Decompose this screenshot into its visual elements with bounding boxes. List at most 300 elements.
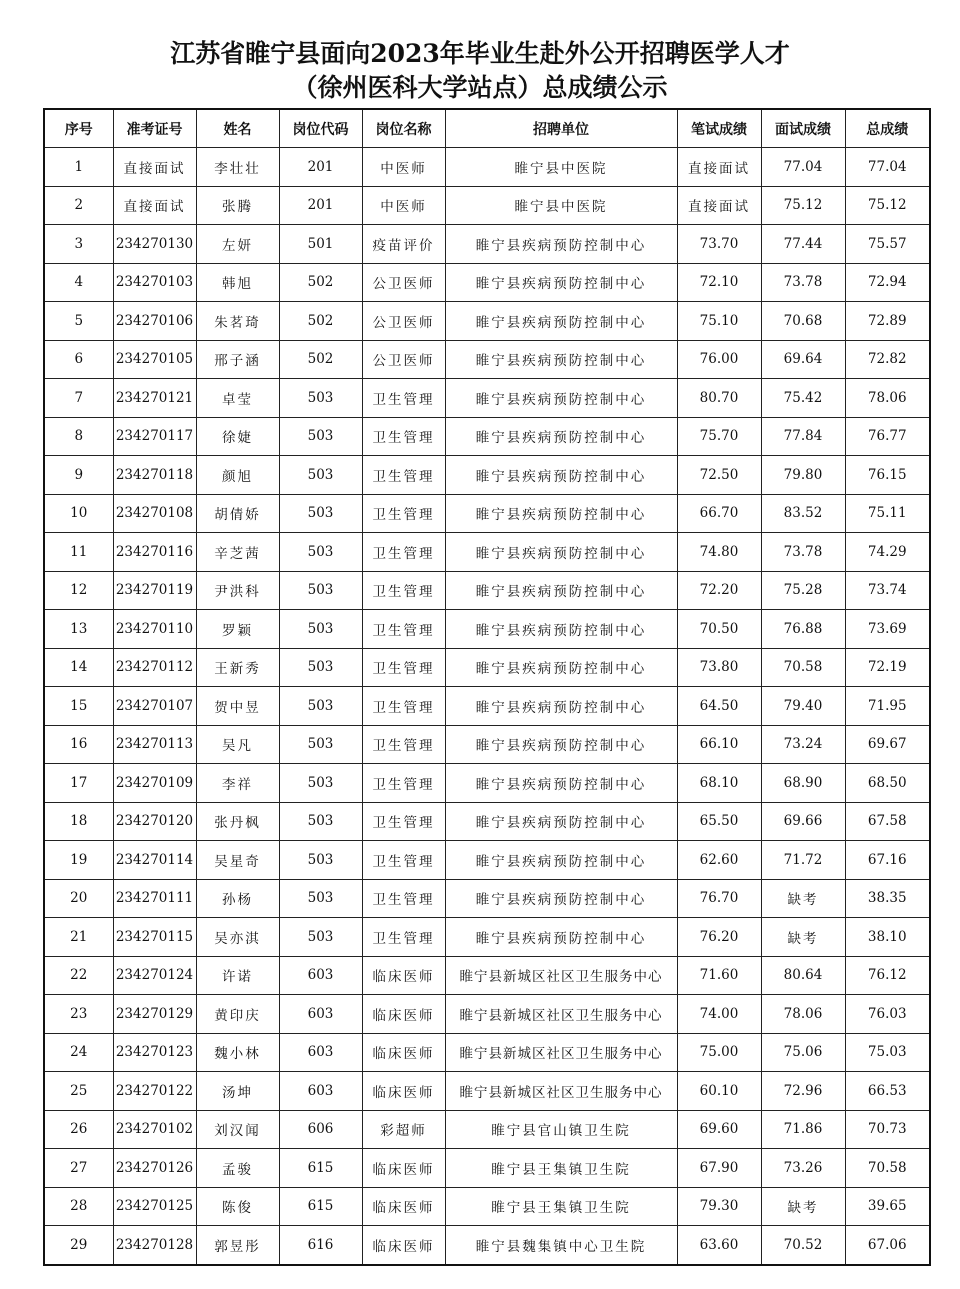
cell-post-code: 503 — [279, 533, 362, 572]
cell-unit: 睢宁县官山镇卫生院 — [445, 1110, 677, 1149]
cell-post-name: 临床医师 — [362, 1187, 445, 1226]
cell-seq: 24 — [44, 1033, 113, 1072]
cell-total-score: 67.16 — [845, 841, 930, 880]
cell-total-score: 75.57 — [845, 225, 930, 264]
table-row — [44, 1226, 930, 1265]
cell-written-score: 69.60 — [677, 1110, 761, 1149]
cell-seq: 16 — [44, 725, 113, 764]
table-row — [44, 533, 930, 572]
cell-unit: 睢宁县疾病预防控制中心 — [445, 417, 677, 456]
cell-exam-id: 234270120 — [113, 802, 196, 841]
cell-post-name: 卫生管理 — [362, 802, 445, 841]
cell-unit: 睢宁县新城区社区卫生服务中心 — [445, 956, 677, 995]
table-row — [44, 841, 930, 880]
cell-post-code: 503 — [279, 841, 362, 880]
cell-written-score: 直接面试 — [677, 148, 761, 187]
cell-total-score: 75.03 — [845, 1033, 930, 1072]
cell-exam-id: 234270111 — [113, 879, 196, 918]
cell-interview-score: 70.58 — [761, 648, 845, 687]
cell-written-score: 74.80 — [677, 533, 761, 572]
table-row — [44, 995, 930, 1034]
page-title: 江苏省睢宁县面向2023年毕业生赴外公开招聘医学人才 — [170, 39, 790, 68]
cell-name: 孟骏 — [196, 1149, 279, 1188]
cell-name: 张腾 — [196, 186, 279, 225]
cell-total-score: 70.73 — [845, 1110, 930, 1149]
cell-interview-score: 77.04 — [761, 148, 845, 187]
cell-name: 许诺 — [196, 956, 279, 995]
cell-name: 左妍 — [196, 225, 279, 264]
cell-post-name: 公卫医师 — [362, 302, 445, 341]
table-header-row — [44, 109, 930, 148]
cell-unit: 睢宁县疾病预防控制中心 — [445, 648, 677, 687]
cell-post-name: 中医师 — [362, 148, 445, 187]
cell-post-name: 公卫医师 — [362, 340, 445, 379]
cell-interview-score: 75.12 — [761, 186, 845, 225]
page-subtitle: （徐州医科大学站点）总成绩公示 — [292, 73, 668, 102]
cell-exam-id: 234270116 — [113, 533, 196, 572]
cell-total-score: 72.89 — [845, 302, 930, 341]
cell-total-score: 76.15 — [845, 456, 930, 495]
cell-post-name: 卫生管理 — [362, 648, 445, 687]
cell-interview-score: 73.78 — [761, 263, 845, 302]
cell-exam-id: 234270103 — [113, 263, 196, 302]
cell-interview-score: 69.64 — [761, 340, 845, 379]
cell-name: 罗颖 — [196, 610, 279, 649]
cell-unit: 睢宁县疾病预防控制中心 — [445, 263, 677, 302]
cell-exam-id: 234270107 — [113, 687, 196, 726]
cell-total-score: 68.50 — [845, 764, 930, 803]
cell-unit: 睢宁县王集镇卫生院 — [445, 1187, 677, 1226]
cell-name: 尹洪科 — [196, 571, 279, 610]
cell-unit: 睢宁县疾病预防控制中心 — [445, 764, 677, 803]
cell-written-score: 65.50 — [677, 802, 761, 841]
cell-exam-id: 234270114 — [113, 841, 196, 880]
cell-total-score: 77.04 — [845, 148, 930, 187]
header-seq: 序号 — [44, 109, 113, 148]
cell-exam-id: 234270123 — [113, 1033, 196, 1072]
cell-exam-id: 234270129 — [113, 995, 196, 1034]
cell-exam-id: 234270108 — [113, 494, 196, 533]
cell-seq: 27 — [44, 1149, 113, 1188]
table-row — [44, 571, 930, 610]
cell-unit: 睢宁县疾病预防控制中心 — [445, 533, 677, 572]
cell-exam-id: 234270130 — [113, 225, 196, 264]
cell-post-name: 卫生管理 — [362, 918, 445, 957]
cell-post-code: 503 — [279, 571, 362, 610]
cell-unit: 睢宁县疾病预防控制中心 — [445, 918, 677, 957]
cell-exam-id: 234270128 — [113, 1226, 196, 1265]
cell-interview-score: 缺考 — [761, 918, 845, 957]
cell-exam-id: 234270109 — [113, 764, 196, 803]
cell-post-name: 疫苗评价 — [362, 225, 445, 264]
cell-post-code: 201 — [279, 186, 362, 225]
cell-name: 吴凡 — [196, 725, 279, 764]
cell-name: 颜旭 — [196, 456, 279, 495]
cell-post-name: 卫生管理 — [362, 533, 445, 572]
cell-written-score: 68.10 — [677, 764, 761, 803]
cell-seq: 29 — [44, 1226, 113, 1265]
cell-interview-score: 75.42 — [761, 379, 845, 418]
cell-total-score: 69.67 — [845, 725, 930, 764]
header-post-code: 岗位代码 — [279, 109, 362, 148]
cell-written-score: 75.10 — [677, 302, 761, 341]
cell-written-score: 70.50 — [677, 610, 761, 649]
cell-post-name: 卫生管理 — [362, 379, 445, 418]
cell-total-score: 73.74 — [845, 571, 930, 610]
table-row — [44, 379, 930, 418]
cell-total-score: 73.69 — [845, 610, 930, 649]
cell-written-score: 64.50 — [677, 687, 761, 726]
cell-seq: 21 — [44, 918, 113, 957]
cell-total-score: 66.53 — [845, 1072, 930, 1111]
cell-post-code: 603 — [279, 1072, 362, 1111]
score-table — [43, 108, 931, 1266]
table-row — [44, 1033, 930, 1072]
cell-written-score: 76.70 — [677, 879, 761, 918]
cell-unit: 睢宁县疾病预防控制中心 — [445, 340, 677, 379]
cell-name: 吴亦淇 — [196, 918, 279, 957]
cell-unit: 睢宁县疾病预防控制中心 — [445, 571, 677, 610]
cell-interview-score: 69.66 — [761, 802, 845, 841]
cell-seq: 20 — [44, 879, 113, 918]
cell-interview-score: 72.96 — [761, 1072, 845, 1111]
cell-unit: 睢宁县疾病预防控制中心 — [445, 302, 677, 341]
cell-written-score: 60.10 — [677, 1072, 761, 1111]
cell-written-score: 72.50 — [677, 456, 761, 495]
table-row — [44, 456, 930, 495]
cell-unit: 睢宁县疾病预防控制中心 — [445, 494, 677, 533]
cell-total-score: 38.35 — [845, 879, 930, 918]
cell-exam-id: 234270113 — [113, 725, 196, 764]
cell-name: 李祥 — [196, 764, 279, 803]
cell-interview-score: 78.06 — [761, 995, 845, 1034]
cell-post-code: 503 — [279, 687, 362, 726]
cell-name: 陈俊 — [196, 1187, 279, 1226]
cell-unit: 睢宁县新城区社区卫生服务中心 — [445, 1072, 677, 1111]
cell-seq: 19 — [44, 841, 113, 880]
cell-post-code: 501 — [279, 225, 362, 264]
cell-post-code: 503 — [279, 456, 362, 495]
cell-exam-id: 234270106 — [113, 302, 196, 341]
cell-name: 李壮壮 — [196, 148, 279, 187]
cell-interview-score: 77.84 — [761, 417, 845, 456]
table-row — [44, 1072, 930, 1111]
cell-seq: 4 — [44, 263, 113, 302]
cell-post-code: 603 — [279, 956, 362, 995]
cell-written-score: 66.10 — [677, 725, 761, 764]
cell-total-score: 75.11 — [845, 494, 930, 533]
header-interview-score: 面试成绩 — [761, 109, 845, 148]
cell-name: 韩旭 — [196, 263, 279, 302]
cell-name: 邢子涵 — [196, 340, 279, 379]
cell-exam-id: 234270119 — [113, 571, 196, 610]
cell-post-code: 201 — [279, 148, 362, 187]
cell-interview-score: 缺考 — [761, 1187, 845, 1226]
cell-exam-id: 234270121 — [113, 379, 196, 418]
cell-post-code: 603 — [279, 995, 362, 1034]
table-row — [44, 918, 930, 957]
cell-seq: 6 — [44, 340, 113, 379]
cell-post-name: 卫生管理 — [362, 571, 445, 610]
cell-unit: 睢宁县疾病预防控制中心 — [445, 379, 677, 418]
cell-seq: 5 — [44, 302, 113, 341]
cell-total-score: 38.10 — [845, 918, 930, 957]
table-row — [44, 1110, 930, 1149]
cell-seq: 25 — [44, 1072, 113, 1111]
cell-seq: 13 — [44, 610, 113, 649]
cell-interview-score: 79.80 — [761, 456, 845, 495]
cell-post-code: 502 — [279, 302, 362, 341]
cell-post-code: 502 — [279, 340, 362, 379]
cell-post-name: 中医师 — [362, 186, 445, 225]
cell-unit: 睢宁县疾病预防控制中心 — [445, 225, 677, 264]
cell-exam-id: 234270122 — [113, 1072, 196, 1111]
cell-post-name: 临床医师 — [362, 1072, 445, 1111]
cell-seq: 14 — [44, 648, 113, 687]
cell-seq: 2 — [44, 186, 113, 225]
cell-name: 胡倩娇 — [196, 494, 279, 533]
cell-exam-id: 直接面试 — [113, 186, 196, 225]
cell-seq: 15 — [44, 687, 113, 726]
cell-post-name: 卫生管理 — [362, 879, 445, 918]
cell-post-code: 503 — [279, 648, 362, 687]
cell-unit: 睢宁县魏集镇中心卫生院 — [445, 1226, 677, 1265]
cell-interview-score: 77.44 — [761, 225, 845, 264]
table-row — [44, 879, 930, 918]
cell-written-score: 71.60 — [677, 956, 761, 995]
cell-post-code: 503 — [279, 379, 362, 418]
cell-unit: 睢宁县疾病预防控制中心 — [445, 456, 677, 495]
cell-written-score: 62.60 — [677, 841, 761, 880]
table-row — [44, 263, 930, 302]
cell-unit: 睢宁县中医院 — [445, 186, 677, 225]
cell-written-score: 72.20 — [677, 571, 761, 610]
cell-name: 刘汉闻 — [196, 1110, 279, 1149]
cell-interview-score: 73.78 — [761, 533, 845, 572]
table-row — [44, 687, 930, 726]
cell-exam-id: 234270105 — [113, 340, 196, 379]
cell-name: 卓莹 — [196, 379, 279, 418]
cell-exam-id: 234270115 — [113, 918, 196, 957]
cell-name: 孙杨 — [196, 879, 279, 918]
header-written-score: 笔试成绩 — [677, 109, 761, 148]
cell-seq: 17 — [44, 764, 113, 803]
cell-exam-id: 234270102 — [113, 1110, 196, 1149]
cell-post-name: 临床医师 — [362, 1149, 445, 1188]
cell-post-code: 606 — [279, 1110, 362, 1149]
header-total-score: 总成绩 — [845, 109, 930, 148]
cell-unit: 睢宁县疾病预防控制中心 — [445, 687, 677, 726]
cell-exam-id: 234270117 — [113, 417, 196, 456]
cell-interview-score: 73.26 — [761, 1149, 845, 1188]
header-post-name: 岗位名称 — [362, 109, 445, 148]
cell-name: 王新秀 — [196, 648, 279, 687]
table-row — [44, 1149, 930, 1188]
cell-post-name: 卫生管理 — [362, 764, 445, 803]
cell-total-score: 76.12 — [845, 956, 930, 995]
table-row — [44, 340, 930, 379]
cell-written-score: 76.00 — [677, 340, 761, 379]
cell-seq: 26 — [44, 1110, 113, 1149]
cell-written-score: 73.70 — [677, 225, 761, 264]
cell-interview-score: 73.24 — [761, 725, 845, 764]
cell-name: 辛芝茜 — [196, 533, 279, 572]
cell-post-name: 公卫医师 — [362, 263, 445, 302]
cell-post-code: 503 — [279, 610, 362, 649]
cell-unit: 睢宁县疾病预防控制中心 — [445, 725, 677, 764]
cell-unit: 睢宁县疾病预防控制中心 — [445, 610, 677, 649]
cell-total-score: 72.82 — [845, 340, 930, 379]
table-row — [44, 225, 930, 264]
cell-name: 朱茗琦 — [196, 302, 279, 341]
cell-post-code: 503 — [279, 918, 362, 957]
cell-interview-score: 68.90 — [761, 764, 845, 803]
cell-written-score: 80.70 — [677, 379, 761, 418]
cell-exam-id: 234270110 — [113, 610, 196, 649]
cell-seq: 10 — [44, 494, 113, 533]
cell-interview-score: 缺考 — [761, 879, 845, 918]
cell-written-score: 67.90 — [677, 1149, 761, 1188]
table-row — [44, 494, 930, 533]
cell-seq: 1 — [44, 148, 113, 187]
table-row — [44, 725, 930, 764]
cell-post-code: 503 — [279, 725, 362, 764]
cell-post-code: 603 — [279, 1033, 362, 1072]
cell-total-score: 72.19 — [845, 648, 930, 687]
table-row — [44, 302, 930, 341]
cell-seq: 8 — [44, 417, 113, 456]
cell-unit: 睢宁县新城区社区卫生服务中心 — [445, 1033, 677, 1072]
cell-name: 黄印庆 — [196, 995, 279, 1034]
cell-interview-score: 71.72 — [761, 841, 845, 880]
cell-interview-score: 80.64 — [761, 956, 845, 995]
cell-written-score: 63.60 — [677, 1226, 761, 1265]
table-row — [44, 764, 930, 803]
cell-post-name: 临床医师 — [362, 956, 445, 995]
cell-name: 张丹枫 — [196, 802, 279, 841]
header-name: 姓名 — [196, 109, 279, 148]
cell-unit: 睢宁县疾病预防控制中心 — [445, 802, 677, 841]
cell-post-name: 卫生管理 — [362, 494, 445, 533]
cell-seq: 12 — [44, 571, 113, 610]
cell-total-score: 74.29 — [845, 533, 930, 572]
cell-post-code: 503 — [279, 879, 362, 918]
table-row — [44, 956, 930, 995]
cell-total-score: 67.58 — [845, 802, 930, 841]
cell-post-code: 615 — [279, 1187, 362, 1226]
table-row — [44, 417, 930, 456]
cell-seq: 3 — [44, 225, 113, 264]
cell-total-score: 75.12 — [845, 186, 930, 225]
cell-post-code: 503 — [279, 417, 362, 456]
cell-seq: 28 — [44, 1187, 113, 1226]
cell-total-score: 72.94 — [845, 263, 930, 302]
cell-seq: 7 — [44, 379, 113, 418]
cell-exam-id: 234270125 — [113, 1187, 196, 1226]
cell-post-name: 临床医师 — [362, 1033, 445, 1072]
cell-name: 贺中昱 — [196, 687, 279, 726]
cell-post-name: 卫生管理 — [362, 687, 445, 726]
cell-unit: 睢宁县疾病预防控制中心 — [445, 879, 677, 918]
cell-name: 郭昱彤 — [196, 1226, 279, 1265]
cell-written-score: 75.70 — [677, 417, 761, 456]
cell-exam-id: 234270124 — [113, 956, 196, 995]
cell-post-name: 卫生管理 — [362, 610, 445, 649]
cell-exam-id: 234270126 — [113, 1149, 196, 1188]
cell-total-score: 71.95 — [845, 687, 930, 726]
cell-written-score: 73.80 — [677, 648, 761, 687]
cell-interview-score: 79.40 — [761, 687, 845, 726]
cell-written-score: 76.20 — [677, 918, 761, 957]
cell-written-score: 66.70 — [677, 494, 761, 533]
cell-exam-id: 直接面试 — [113, 148, 196, 187]
cell-interview-score: 71.86 — [761, 1110, 845, 1149]
cell-total-score: 39.65 — [845, 1187, 930, 1226]
cell-post-name: 卫生管理 — [362, 417, 445, 456]
cell-post-name: 临床医师 — [362, 1226, 445, 1265]
cell-post-code: 502 — [279, 263, 362, 302]
cell-post-code: 503 — [279, 802, 362, 841]
cell-seq: 18 — [44, 802, 113, 841]
table-row — [44, 648, 930, 687]
header-unit: 招聘单位 — [445, 109, 677, 148]
cell-interview-score: 76.88 — [761, 610, 845, 649]
cell-name: 魏小林 — [196, 1033, 279, 1072]
cell-post-name: 彩超师 — [362, 1110, 445, 1149]
table-row — [44, 148, 930, 187]
table-row — [44, 186, 930, 225]
cell-written-score: 72.10 — [677, 263, 761, 302]
table-row — [44, 610, 930, 649]
cell-interview-score: 83.52 — [761, 494, 845, 533]
cell-post-code: 616 — [279, 1226, 362, 1265]
cell-exam-id: 234270118 — [113, 456, 196, 495]
cell-interview-score: 75.28 — [761, 571, 845, 610]
cell-post-code: 503 — [279, 494, 362, 533]
cell-seq: 9 — [44, 456, 113, 495]
cell-name: 汤坤 — [196, 1072, 279, 1111]
cell-total-score: 70.58 — [845, 1149, 930, 1188]
cell-exam-id: 234270112 — [113, 648, 196, 687]
cell-unit: 睢宁县王集镇卫生院 — [445, 1149, 677, 1188]
cell-seq: 22 — [44, 956, 113, 995]
cell-seq: 23 — [44, 995, 113, 1034]
cell-written-score: 75.00 — [677, 1033, 761, 1072]
table-row — [44, 1187, 930, 1226]
cell-written-score: 74.00 — [677, 995, 761, 1034]
cell-unit: 睢宁县疾病预防控制中心 — [445, 841, 677, 880]
cell-post-code: 615 — [279, 1149, 362, 1188]
cell-post-name: 卫生管理 — [362, 456, 445, 495]
cell-written-score: 79.30 — [677, 1187, 761, 1226]
cell-seq: 11 — [44, 533, 113, 572]
cell-post-name: 卫生管理 — [362, 841, 445, 880]
cell-interview-score: 70.68 — [761, 302, 845, 341]
cell-post-name: 卫生管理 — [362, 725, 445, 764]
cell-unit: 睢宁县中医院 — [445, 148, 677, 187]
cell-total-score: 76.03 — [845, 995, 930, 1034]
cell-unit: 睢宁县新城区社区卫生服务中心 — [445, 995, 677, 1034]
cell-total-score: 67.06 — [845, 1226, 930, 1265]
cell-total-score: 78.06 — [845, 379, 930, 418]
cell-post-name: 临床医师 — [362, 995, 445, 1034]
cell-interview-score: 70.52 — [761, 1226, 845, 1265]
table-row — [44, 802, 930, 841]
cell-written-score: 直接面试 — [677, 186, 761, 225]
cell-name: 徐婕 — [196, 417, 279, 456]
cell-post-code: 503 — [279, 764, 362, 803]
cell-name: 吴星奇 — [196, 841, 279, 880]
